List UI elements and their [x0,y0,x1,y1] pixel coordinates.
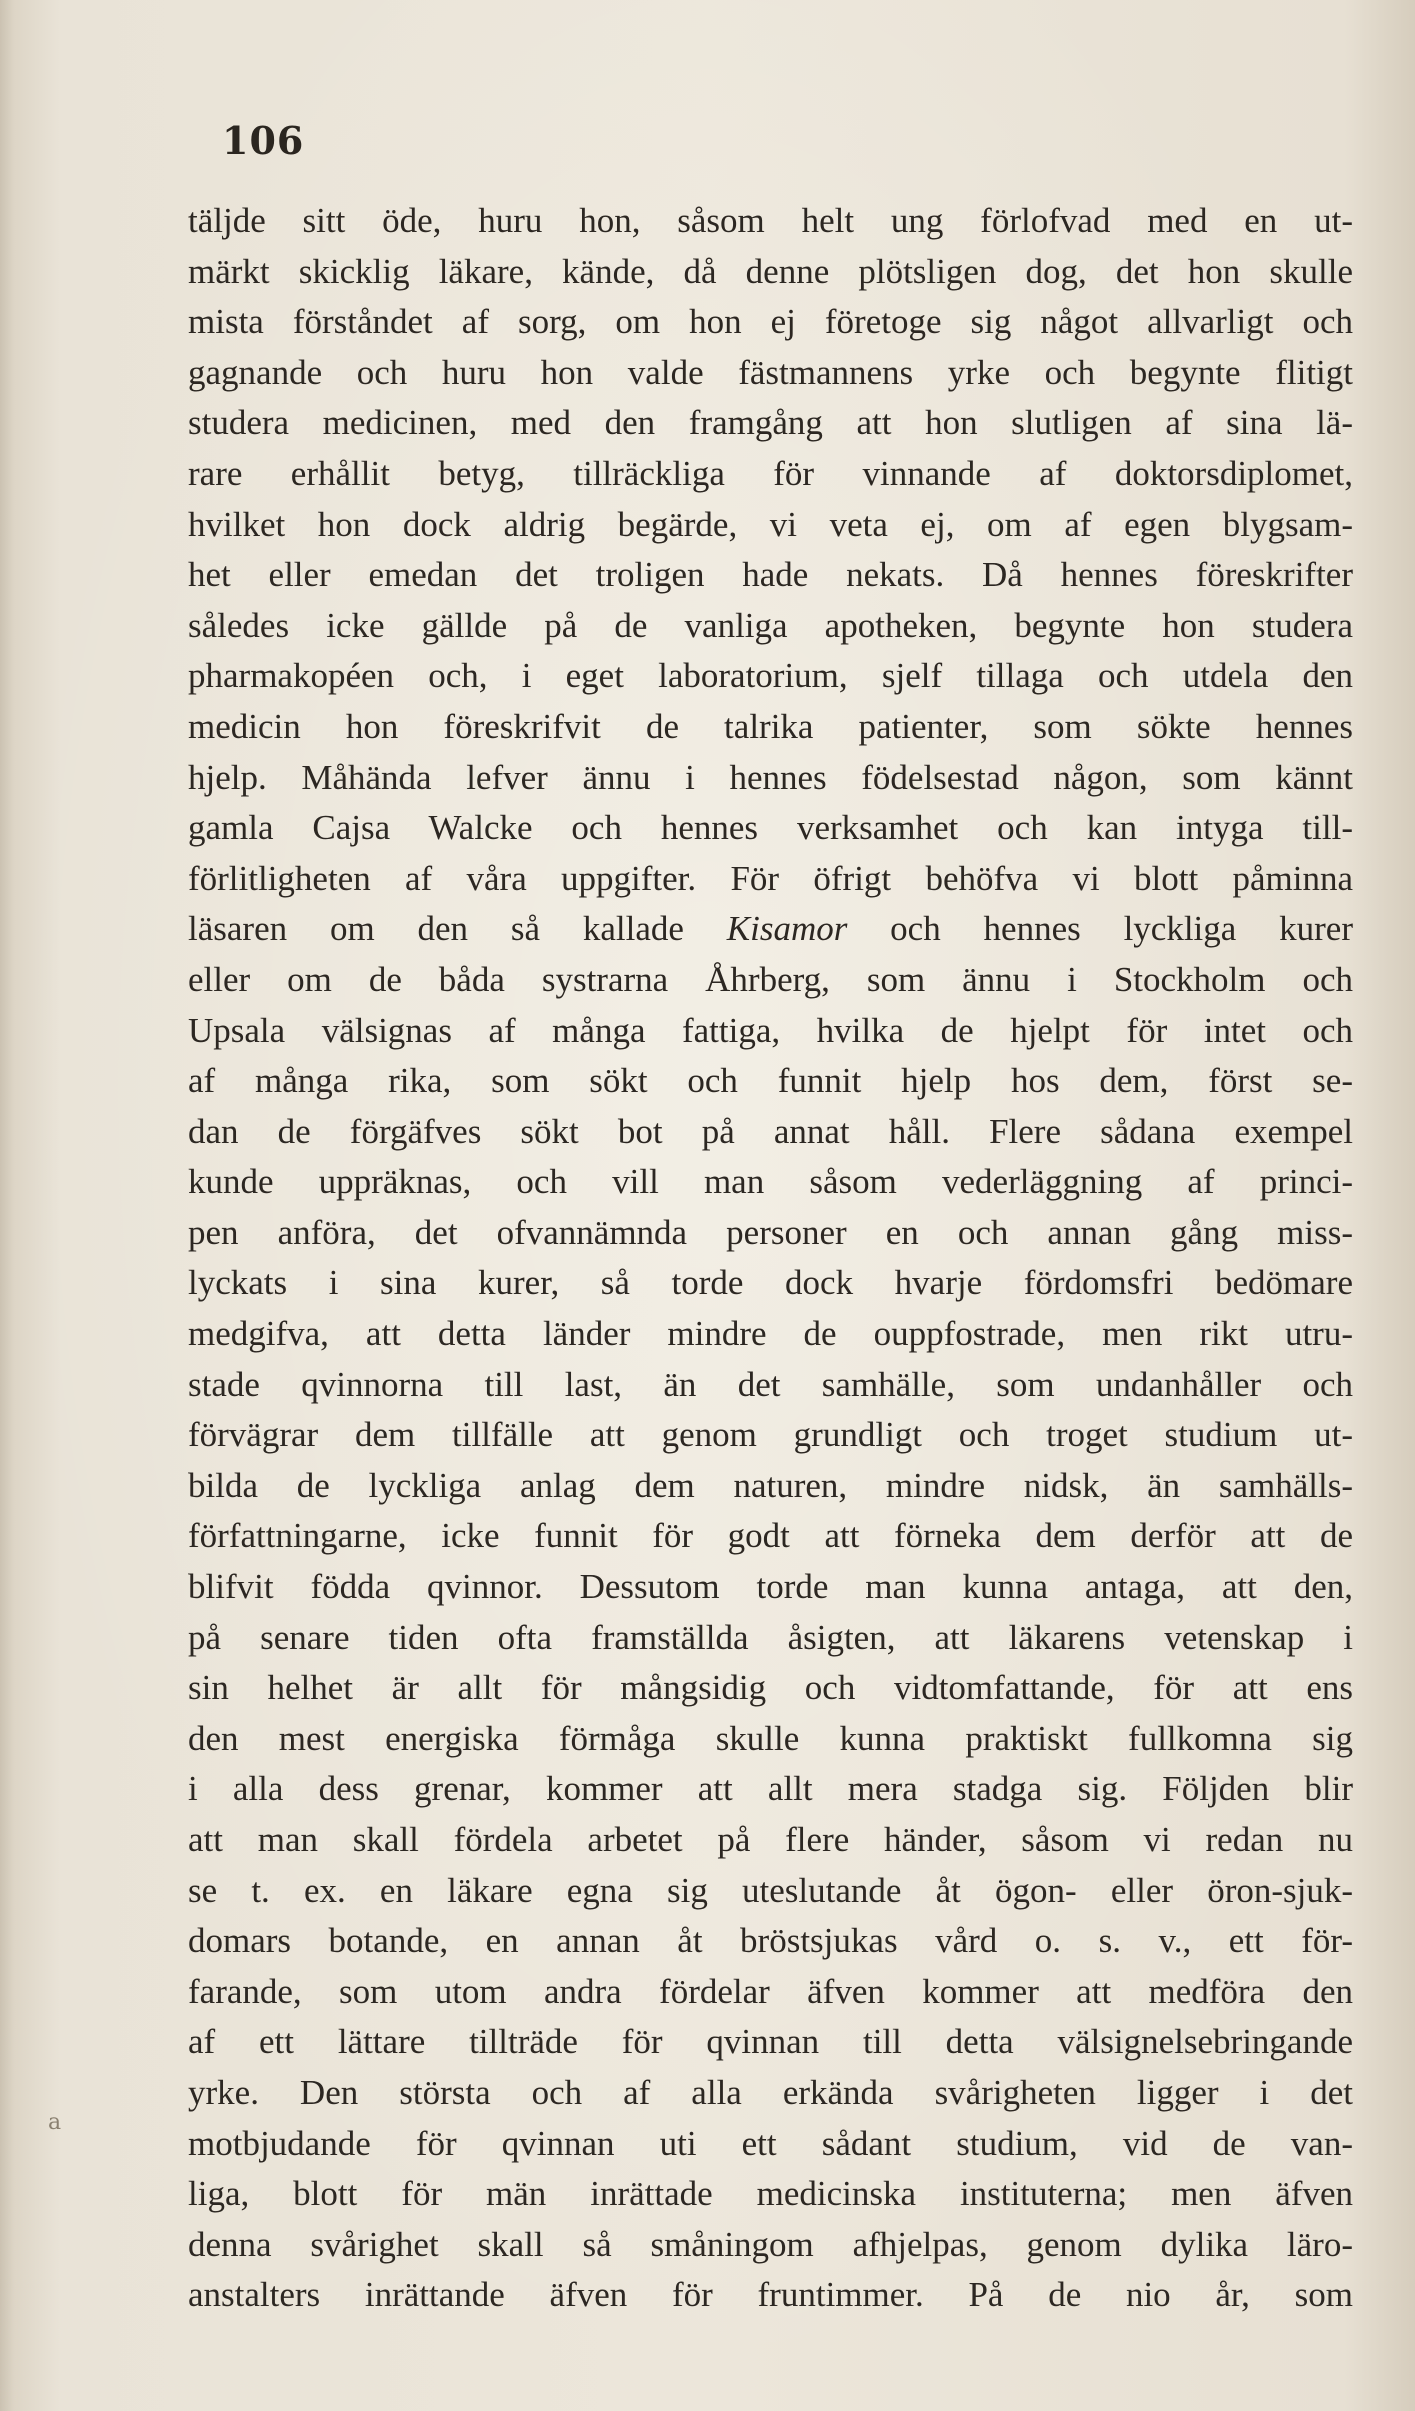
text-line: af många rika, som sökt och funnit hjelp hos dem, först se- [188,1061,1353,1101]
text-line: domars botande, en annan åt bröstsjukas vård o. s. v., ett för- [188,1921,1353,1961]
text-line: yrke. Den största och af alla erkända svårigheten ligger i det [188,2072,1353,2112]
text-line: stade qvinnorna till last, än det samhälle, som undanhåller och [188,1364,1353,1404]
text-line: farande, som utom andra fördelar äfven kommer att medföra den [188,1971,1353,2011]
text-line: dan de förgäfves sökt bot på annat håll. Flere sådana exempel [188,1111,1353,1151]
text-line: liga, blott för män inrättade medicinska instituterna; men äfven [188,2174,1353,2214]
margin-mark: a [48,2110,62,2135]
text-line: täljde sitt öde, huru hon, såsom helt ung förlofvad med en ut- [188,201,1353,240]
text-line: Upsala välsignas af många fattiga, hvilka de hjelpt för intet och [188,1010,1353,1050]
text-line: att man skall fördela arbetet på flere händer, såsom vi redan nu [188,1820,1353,1859]
text-line: het eller emedan det troligen hade nekats. Då hennes föreskrifter [188,555,1353,595]
text-line: förvägrar dem tillfälle att genom grundligt och troget studium ut- [188,1415,1353,1455]
text-line: se t. ex. en läkare egna sig uteslutande åt ögon- eller öron-sjuk- [188,1870,1353,1910]
text-line: denna svårighet skall så småningom afhjelpas, genom dylika läro- [188,2224,1353,2264]
text-line: den mest energiska förmåga skulle kunna praktiskt fullkomna sig [188,1718,1353,1758]
text-line: rare erhållit betyg, tillräckliga för vinnande af doktorsdiplomet, [188,453,1353,493]
text-line: medicin hon föreskrifvit de talrika patienter, som sökte hennes [188,706,1353,746]
text-line: gagnande och huru hon valde fästmannens yrke och begynte flitigt [188,352,1353,392]
text-line: hjelp. Måhända lefver ännu i hennes födelsestad någon, som kännt [188,757,1353,797]
text-line: kunde uppräknas, och vill man såsom vederläggning af princi- [188,1162,1353,1202]
text-line: af ett lättare tillträde för qvinnan till detta välsignelsebringande [188,2022,1353,2062]
text-line: studera medicinen, med den framgång att hon slutligen af sina lä- [188,403,1353,443]
text-line: hvilket hon dock aldrig begärde, vi veta ej, om af egen blygsam- [188,504,1353,544]
text-line: läsaren om den så kallade Kisamor och hennes lyckliga kurer [188,909,1353,949]
text-line: bilda de lyckliga anlag dem naturen, mindre nidsk, än samhälls- [188,1465,1353,1505]
text-line: således icke gällde på de vanliga apotheken, begynte hon studera [188,605,1353,645]
text-line: pharmakopéen och, i eget laboratorium, sjelf tillaga och utdela den [188,656,1353,696]
text-line: sin helhet är allt för mångsidig och vidtomfattande, för att ens [188,1668,1353,1708]
text-line: gamla Cajsa Walcke och hennes verksamhet och kan intyga till- [188,808,1353,848]
body-text [188,196,1353,2321]
text-line: i alla dess grenar, kommer att allt mera stadga sig. Följden blir [188,1769,1353,1809]
text-line: anstalters inrättande äfven för fruntimmer. På de nio år, som [188,2275,1353,2315]
text-line: pen anföra, det ofvannämnda personer en och annan gång miss- [188,1212,1353,1252]
page-number: 106 [222,118,305,163]
text-line: författningarne, icke funnit för godt att förneka dem derför att de [188,1516,1353,1556]
text-line: eller om de båda systrarna Åhrberg, som ännu i Stockholm och [188,959,1353,999]
italic-word: Kisamor [726,909,848,949]
text-line: blifvit födda qvinnor. Dessutom torde man kunna antaga, att den, [188,1567,1353,1607]
text-line: på senare tiden ofta framställda åsigten, att läkarens vetenskap i [188,1617,1353,1657]
text-line: medgifva, att detta länder mindre de ouppfostrade, men rikt utru- [188,1314,1353,1354]
text-line: mista förståndet af sorg, om hon ej företoge sig något allvarligt och [188,302,1353,342]
text-line: förlitligheten af våra uppgifter. För öfrigt behöfva vi blott påminna [188,858,1353,898]
text-line: motbjudande för qvinnan uti ett sådant studium, vid de van- [188,2123,1353,2163]
text-line: märkt skicklig läkare, kände, då denne plötsligen dog, det hon skulle [188,251,1353,291]
text-line: lyckats i sina kurer, så torde dock hvarje fördomsfri bedömare [188,1263,1353,1303]
